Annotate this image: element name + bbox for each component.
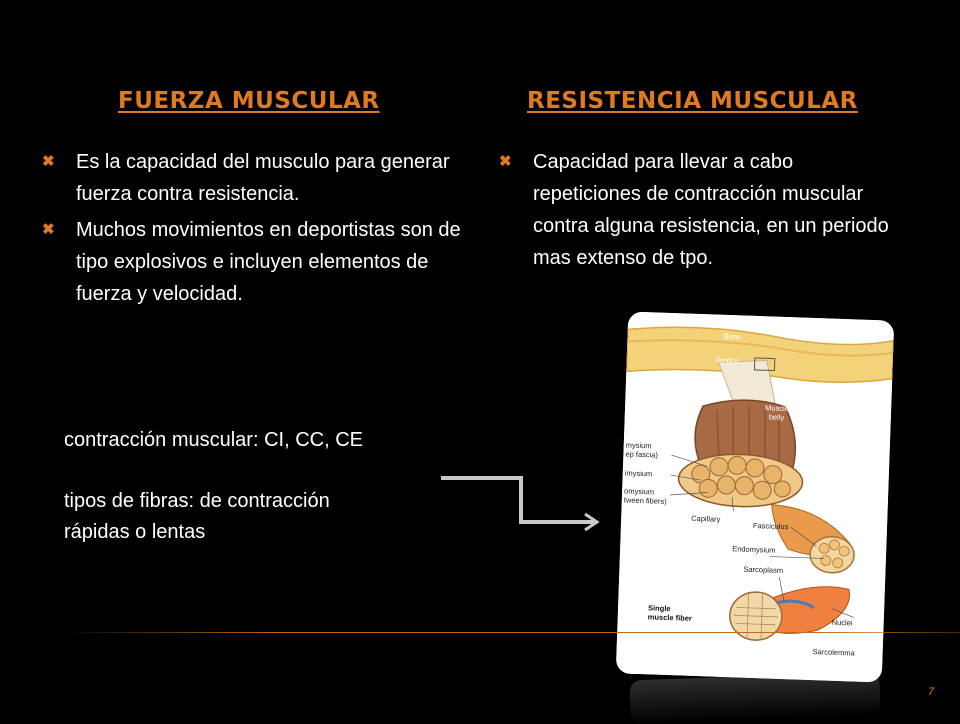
page-number: 7 (928, 686, 935, 698)
bullet-text: Muchos movimientos en deportistas son de tipo explosivos e incluyen elementos de fuerza y velocidad. (76, 219, 461, 305)
divider-line (60, 632, 960, 633)
label-bone: Bone (723, 331, 742, 342)
label-muscle-belly-1: Muscle (764, 403, 790, 414)
heading-resistencia-muscular: RESISTENCIA MUSCULAR (527, 88, 858, 114)
x-mark-icon: ✖ (499, 153, 512, 170)
label-epimysium-2: ep fascia) (625, 449, 659, 460)
x-mark-icon: ✖ (42, 221, 55, 238)
note-fiber-types-line1: tipos de fibras: de contracción (64, 490, 330, 512)
image-reflection (629, 672, 880, 724)
label-sarcolemma: Sarcolemma (812, 647, 855, 658)
muscle-anatomy-image (616, 311, 894, 682)
label-epimysium-1: mysium (625, 440, 652, 451)
label-nuclei: Nuclei (831, 617, 853, 628)
label-single-fiber-2: muscle fiber (647, 612, 693, 623)
left-bullet-list (40, 146, 470, 314)
label-endomysium-1: omysium (623, 486, 655, 497)
muscle-structure-diagram (616, 311, 894, 682)
label-sarcoplasm: Sarcoplasm (743, 564, 784, 576)
elbow-arrow-icon (435, 470, 610, 540)
label-muscle-belly-2: belly (768, 412, 785, 422)
label-perimysium: imysium (624, 468, 653, 479)
bullet-text: Capacidad para llevar a cabo repeticiones de contracción muscular contra alguna resistencia, en un periodo mas extenso de tpo. (533, 151, 889, 269)
list-item (40, 214, 470, 310)
list-item (40, 146, 470, 210)
right-bullet-list (497, 146, 897, 278)
label-capillary: Capillary (691, 513, 721, 524)
label-single-fiber-1: Single (647, 603, 671, 614)
note-contraction-types: contracción muscular: CI, CC, CE (64, 429, 363, 451)
label-endomysium-2: tween fibers) (623, 495, 667, 506)
list-item (497, 146, 897, 274)
x-mark-icon: ✖ (42, 153, 55, 170)
heading-fuerza-muscular: FUERZA MUSCULAR (118, 88, 380, 114)
label-endomysium: Endomysium (732, 544, 776, 555)
label-tendon: Tendon (714, 355, 740, 366)
note-fiber-types-line2: rápidas o lentas (64, 521, 206, 543)
label-fasciculus: Fasciculus (752, 520, 789, 532)
bullet-text: Es la capacidad del musculo para generar fuerza contra resistencia. (76, 151, 450, 205)
